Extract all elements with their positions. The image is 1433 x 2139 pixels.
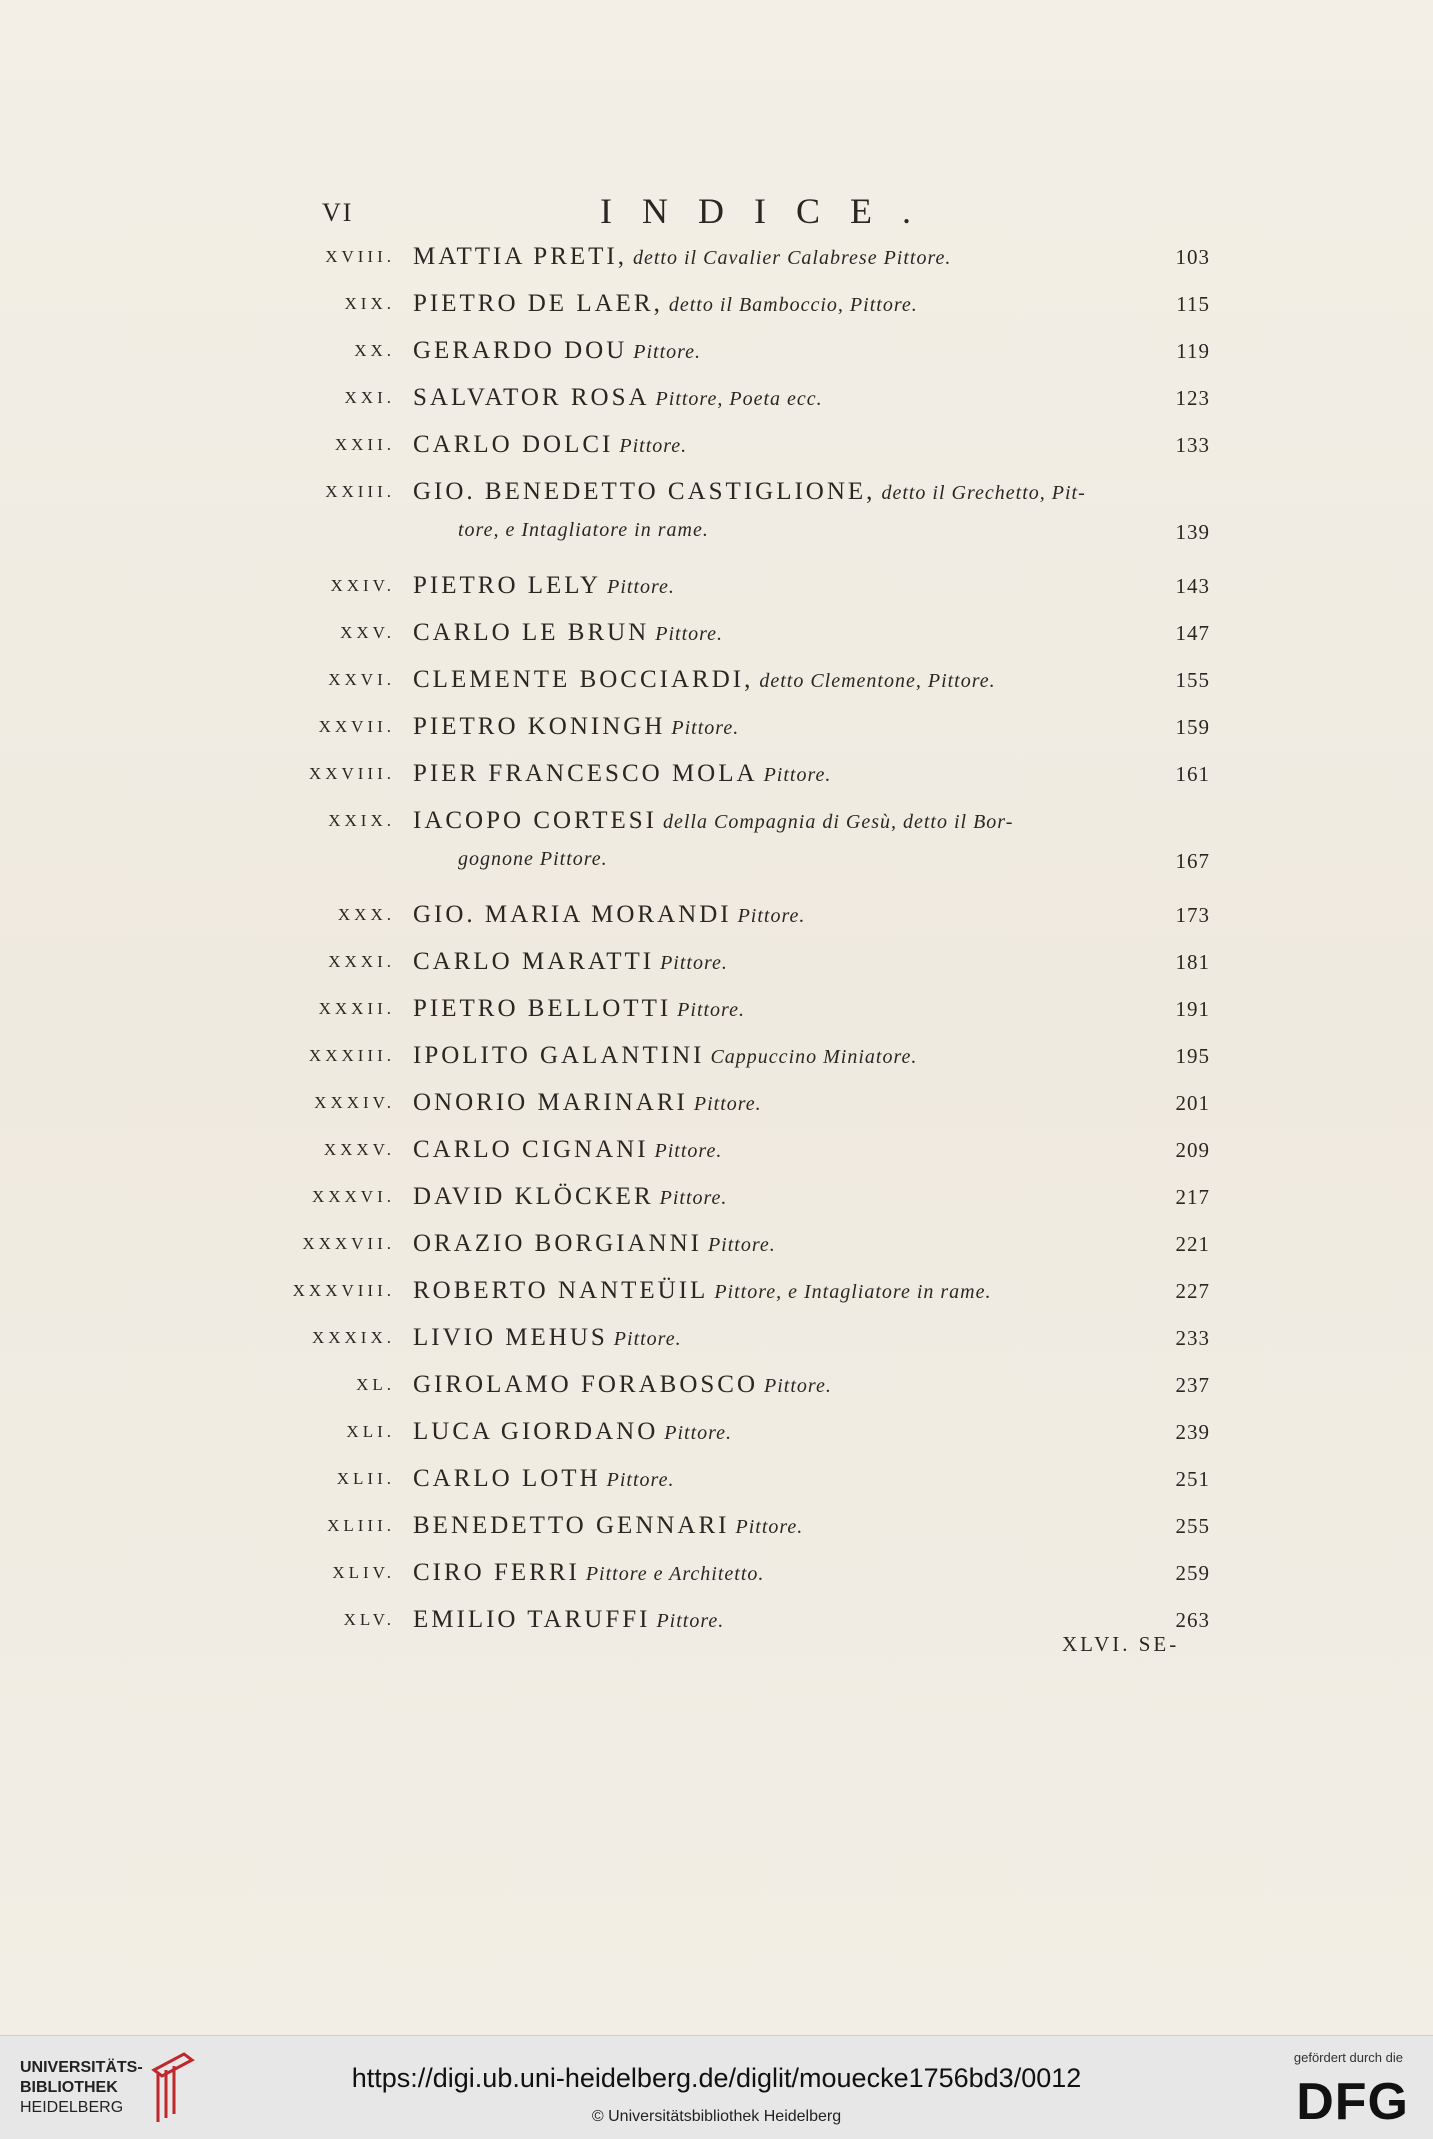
entry-description: Pittore.	[613, 1328, 682, 1350]
entry-description: Pittore.	[606, 1469, 675, 1491]
entry-description: Pittore.	[656, 1610, 725, 1632]
entry-name: GERARDO DOU	[413, 337, 628, 364]
entry-name: CIRO FERRI	[413, 1559, 580, 1586]
entry-name: MATTIA PRETI,	[413, 243, 627, 270]
entry-title	[413, 1415, 1213, 1450]
entry-name: PIETRO LELY	[413, 572, 602, 599]
entry-title	[413, 663, 1213, 698]
entry-name: IPOLITO GALANTINI	[413, 1042, 705, 1069]
entry-title	[413, 945, 1213, 980]
entry-page: 259	[1175, 1561, 1210, 1585]
entry-title	[413, 898, 1213, 933]
entry-title	[413, 381, 1213, 416]
entry-page: 143	[1175, 574, 1210, 598]
entry-description: Pittore.	[655, 623, 724, 645]
entry-number: XXIX.	[328, 811, 395, 830]
entry-number: XXXV.	[323, 1140, 395, 1159]
entry-description: Pittore.	[664, 1422, 733, 1444]
entry-number: XXXIII.	[308, 1046, 395, 1065]
entry-page: 103	[1175, 245, 1210, 269]
entry-name: CARLO LE BRUN	[413, 619, 650, 646]
entry-page: 255	[1175, 1514, 1210, 1538]
entry-number: XXIII.	[325, 482, 395, 501]
entry-title	[413, 710, 1213, 745]
entry-description: Pittore.	[763, 764, 832, 786]
entry-description: Pittore.	[633, 341, 702, 363]
entry-description: della Compagnia di Gesù, detto il Bor-	[663, 811, 1014, 833]
entry-description: Pittore.	[654, 1140, 723, 1162]
entry-number: XX.	[354, 341, 395, 360]
entry-name: PIETRO BELLOTTI	[413, 995, 672, 1022]
entry-number: XXIV.	[330, 576, 395, 595]
entry-number: XXXII.	[318, 999, 395, 1018]
entry-page: 233	[1175, 1326, 1210, 1350]
entry-number: XIX.	[344, 294, 395, 313]
entry-name: IACOPO CORTESI	[413, 807, 657, 834]
entry-number: XLI.	[346, 1422, 395, 1441]
page-heading: INDICE.	[600, 191, 941, 231]
entry-description: Pittore, e Intagliatore in rame.	[714, 1281, 992, 1303]
entry-description: Pittore.	[735, 1516, 804, 1538]
entry-page: 159	[1175, 715, 1210, 739]
entry-continuation: gognone Pittore.	[458, 848, 608, 870]
catchword: XLVI. SE-	[1062, 1632, 1180, 1656]
entry-page: 173	[1175, 903, 1210, 927]
entry-name: PIETRO KONINGH	[413, 713, 666, 740]
entry-page: 119	[1176, 339, 1210, 363]
entry-description: Pittore, Poeta ecc.	[655, 388, 823, 410]
entry-name: LIVIO MEHUS	[413, 1324, 608, 1351]
entry-number: XVIII.	[325, 247, 395, 266]
entry-description: Pittore.	[707, 1234, 776, 1256]
entry-page: 237	[1175, 1373, 1210, 1397]
entry-number: XXX.	[337, 905, 395, 924]
entry-page: 155	[1175, 668, 1210, 692]
entry-name: CARLO CIGNANI	[413, 1136, 649, 1163]
entry-number: XXVI.	[328, 670, 395, 689]
entry-number: XXII.	[334, 435, 395, 454]
copyright-notice: © Universitätsbibliothek Heidelberg	[591, 2108, 842, 2125]
entry-title	[413, 569, 1213, 604]
entry-title	[413, 428, 1213, 463]
entry-number: XXI.	[344, 388, 395, 407]
entry-continuation: tore, e Intagliatore in rame.	[458, 519, 709, 541]
entry-name: ONORIO MARINARI	[413, 1089, 688, 1116]
entry-number: XXXVI.	[311, 1187, 395, 1206]
entry-title	[413, 475, 1213, 550]
entry-page: 195	[1175, 1044, 1210, 1068]
entry-title	[413, 1556, 1213, 1591]
entry-page: 123	[1175, 386, 1210, 410]
entry-name: GIO. MARIA MORANDI	[413, 901, 732, 928]
entry-description: Pittore.	[693, 1093, 762, 1115]
entry-number: XLII.	[336, 1469, 395, 1488]
entry-number: XXV.	[340, 623, 395, 642]
entry-name: PIETRO DE LAER,	[413, 290, 663, 317]
entry-page: 181	[1175, 950, 1210, 974]
library-name-line1: UNIVERSITÄTS-	[20, 2059, 143, 2076]
entry-name: SALVATOR ROSA	[413, 384, 650, 411]
viewer-footer	[0, 2035, 1433, 2139]
permalink-url[interactable]: https://digi.ub.uni-heidelberg.de/diglit/mouecke1756bd3/0012	[351, 2063, 1082, 2093]
entry-number: XXXIV.	[314, 1093, 395, 1112]
entry-page: 133	[1175, 433, 1210, 457]
entry-name: GIO. BENEDETTO CASTIGLIONE,	[413, 478, 876, 505]
entry-title	[413, 1274, 1213, 1309]
entry-number: XL.	[356, 1375, 395, 1394]
entry-description: Pittore.	[737, 905, 806, 927]
entry-page: 263	[1175, 1608, 1210, 1632]
entry-page: 191	[1175, 997, 1210, 1021]
entry-description: detto il Bamboccio, Pittore.	[668, 294, 918, 316]
entry-title	[413, 287, 1213, 322]
entry-title	[413, 1227, 1213, 1262]
entry-description: Pittore.	[764, 1375, 832, 1397]
entry-page: 217	[1175, 1185, 1210, 1209]
entry-title	[413, 1133, 1213, 1168]
entry-page: 251	[1175, 1467, 1210, 1491]
entry-description: detto Clementone, Pittore.	[759, 670, 996, 692]
entry-description: Pittore.	[607, 576, 675, 598]
entry-description: detto il Cavalier Calabrese Pittore.	[633, 247, 952, 269]
entry-name: BENEDETTO GENNARI	[413, 1512, 730, 1539]
entry-description: Cappuccino Miniatore.	[710, 1046, 918, 1068]
entry-page: 139	[1175, 520, 1210, 544]
entry-description: Pittore.	[619, 435, 688, 457]
entry-title	[413, 992, 1213, 1027]
funding-note: gefördert durch die	[1293, 2050, 1403, 2065]
entry-page: 227	[1175, 1279, 1210, 1303]
entry-title	[413, 1462, 1213, 1497]
entry-number: XXVII.	[318, 717, 395, 736]
entry-page: 167	[1175, 849, 1210, 873]
entry-number: XXXIX.	[311, 1328, 395, 1347]
entry-page: 221	[1175, 1232, 1210, 1256]
entry-page: 201	[1175, 1091, 1210, 1115]
library-name-line3: HEIDELBERG	[20, 2099, 124, 2116]
entry-name: DAVID KLÖCKER	[413, 1183, 654, 1210]
entry-title	[413, 240, 1213, 275]
entry-number: XLIII.	[327, 1516, 395, 1535]
entry-description: Pittore.	[671, 717, 740, 739]
entry-description: Pittore e Architetto.	[585, 1563, 765, 1585]
entry-title	[413, 1509, 1213, 1544]
entry-title	[413, 804, 1213, 879]
entry-name: CARLO MARATTI	[413, 948, 655, 975]
entry-number: XXXVII.	[302, 1234, 395, 1253]
entry-title	[413, 1321, 1213, 1356]
entry-name: ORAZIO BORGIANNI	[413, 1230, 702, 1257]
entry-title	[413, 1086, 1213, 1121]
entry-description: Pittore.	[677, 999, 745, 1021]
entry-number: XXVIII.	[308, 764, 395, 783]
entry-number: XLV.	[343, 1610, 395, 1629]
entry-title	[413, 1039, 1213, 1074]
entry-name: PIER FRANCESCO MOLA	[413, 760, 758, 787]
entry-name: EMILIO TARUFFI	[413, 1606, 651, 1633]
entry-title	[413, 616, 1213, 651]
library-name-line2: BIBLIOTHEK	[20, 2079, 118, 2096]
entry-title	[413, 1368, 1213, 1403]
entry-title	[413, 1180, 1213, 1215]
entry-description: Pittore.	[660, 952, 728, 974]
entry-page: 239	[1175, 1420, 1210, 1444]
entry-page: 115	[1176, 292, 1210, 316]
entry-number: XXXI.	[328, 952, 395, 971]
entry-name: CLEMENTE BOCCIARDI,	[413, 666, 754, 693]
entry-title	[413, 757, 1213, 792]
entry-name: CARLO DOLCI	[413, 431, 614, 458]
entry-description: Pittore.	[659, 1187, 728, 1209]
entry-name: LUCA GIORDANO	[413, 1418, 659, 1445]
dfg-logo[interactable]: DFG	[1296, 2073, 1409, 2131]
entry-number: XLIV.	[332, 1563, 395, 1582]
entry-title	[413, 334, 1213, 369]
entry-name: ROBERTO NANTEÜIL	[413, 1277, 709, 1304]
entry-page: 147	[1175, 621, 1210, 645]
entry-number: XXXVIII.	[292, 1281, 395, 1300]
entry-name: GIROLAMO FORABOSCO	[413, 1371, 759, 1398]
page-number: VI	[322, 198, 354, 227]
entry-description: detto il Grechetto, Pit-	[881, 482, 1086, 504]
entry-page: 209	[1175, 1138, 1210, 1162]
entry-page: 161	[1175, 762, 1210, 786]
entry-name: CARLO LOTH	[413, 1465, 601, 1492]
